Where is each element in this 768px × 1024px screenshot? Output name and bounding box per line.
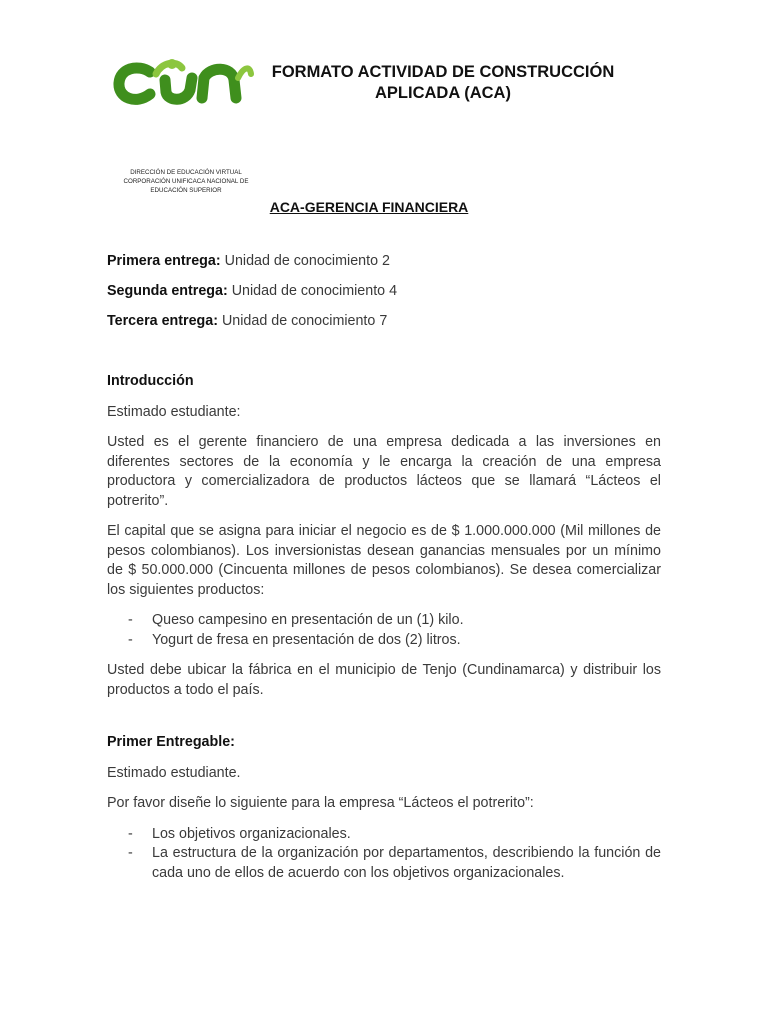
list-item: - Yogurt de fresa en presentación de dos (2) litros. — [107, 631, 661, 651]
org-line: EDUCACIÓN SUPERIOR — [150, 187, 222, 194]
delivery-label: Segunda entrega: — [107, 283, 228, 299]
delivery-item — [107, 282, 661, 302]
cun-logo — [110, 52, 260, 112]
delivery-item — [107, 312, 661, 332]
product-list — [107, 611, 661, 650]
delivery-label: Tercera entrega: — [107, 313, 218, 329]
deliverable-greeting: Estimado estudiante. — [107, 764, 241, 781]
intro-greeting: Estimado estudiante: — [107, 403, 241, 420]
delivery-label: Primera entrega: — [107, 253, 221, 269]
org-line: CORPORACIÓN UNIFICACA NACIONAL DE — [123, 178, 249, 185]
delivery-item — [107, 252, 661, 272]
delivery-value: Unidad de conocimiento 7 — [221, 313, 388, 329]
document-title: FORMATO ACTIVIDAD DE CONSTRUCCIÓN APLICADA (ACA) — [271, 63, 615, 102]
intro-heading: Introducción — [107, 373, 194, 389]
deliverable-list — [107, 825, 661, 884]
list-item: - Los objetivos organizacionales. — [107, 825, 661, 845]
subject-title: ACA-GERENCIA FINANCIERA — [269, 199, 469, 215]
organization-info — [112, 168, 260, 195]
deliverable-heading: Primer Entregable: — [107, 734, 235, 750]
delivery-value: Unidad de conocimiento 2 — [224, 253, 390, 269]
list-item: - La estructura de la organización por departamentos, describiendo la función de cada uno de ellos de acuerdo con los objetivos organizacionales. — [107, 844, 661, 883]
deliverable-request: Por favor diseñe lo siguiente para la empresa “Lácteos el potrerito”: — [107, 795, 534, 811]
intro-paragraph: El capital que se asigna para iniciar el negocio es de $ 1.000.000.000 (Mil millones de pesos colombianos). Los inversionistas desean ganancias mensuales por un mínimo de $ 50.000.000 (Cincuenta millones de pesos colombianos). Se desea comercializar los siguientes productos: — [107, 523, 661, 598]
intro-paragraph: Usted es el gerente financiero de una empresa dedicada a las inversiones en diferentes sectores de la economía y le encarga la creación de una empresa productora y comercializadora de productos lácteos que se llamará “Lácteos el potrerito”. — [107, 434, 661, 509]
intro-paragraph: Usted debe ubicar la fábrica en el municipio de Tenjo (Cundinamarca) y distribuir los productos a todo el país. — [107, 662, 661, 698]
document-body — [107, 252, 661, 894]
delivery-value: Unidad de conocimiento 4 — [231, 283, 398, 299]
list-item: - Queso campesino en presentación de un (1) kilo. — [107, 611, 661, 631]
org-line: DIRECCIÓN DE EDUCACIÓN VIRTUAL — [130, 169, 242, 176]
